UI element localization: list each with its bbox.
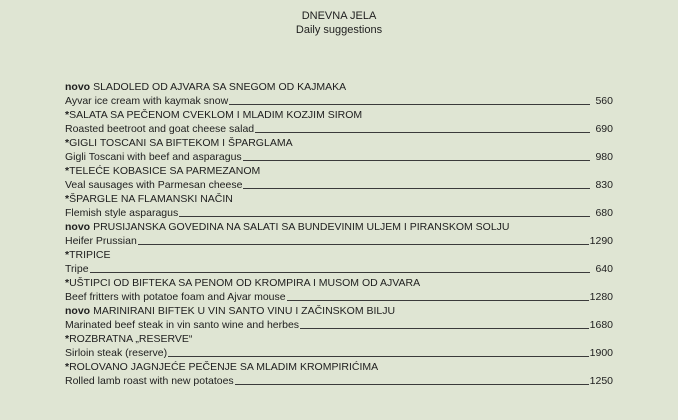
new-badge: novo [65,81,91,93]
dish-english-name: Heifer Prussian [65,235,137,247]
dish-name: PRUSIJANSKA GOVEDINA NA SALATI SA BUNDEVINIM ULJEM I PIRANSKOM SOLJU [93,221,510,233]
dish-english-name: Beef fritters with potatoe foam and Ajvar mouse [65,291,286,303]
dish-title-row [65,332,613,346]
leader-line [300,328,589,329]
dish-title-row [65,248,613,262]
menu-item [65,332,613,360]
dish-name: SALATA SA PEČENOM CVEKLOM I MLADIM KOZJIM SIROM [69,109,363,121]
dish-price: 830 [595,179,613,191]
dish-name: ROZBRATNA „RESERVE“ [69,333,193,345]
dish-english-name: Flemish style asparagus [65,207,179,219]
leader-line [235,384,589,385]
dish-detail-row [65,374,613,388]
dish-name: ŠPARGLE NA FLAMANSKI NAČIN [69,193,233,205]
dish-english-name: Sirloin steak (reserve) [65,347,168,359]
star-marker: * [65,361,70,373]
dish-name: TELEĆE KOBASICE SA PARMEZANOM [69,165,261,177]
dish-english-name: Rolled lamb roast with new potatoes [65,375,234,387]
dish-title-row [65,108,613,122]
star-marker: * [65,277,70,289]
star-marker: * [65,193,70,205]
leader-line [90,272,590,273]
dish-detail-row [65,318,613,332]
dish-detail-row [65,346,613,360]
dish-detail-row [65,94,613,108]
dish-title-row [65,192,613,206]
dish-name: SLADOLED OD AJVARA SA SNEGOM OD KAJMAKA [93,81,347,93]
menu-item [65,304,613,332]
menu-item [65,80,613,108]
menu-list [65,80,613,388]
dish-title-row [65,136,613,150]
star-marker: * [65,137,70,149]
leader-line [138,244,589,245]
menu-item [65,220,613,248]
menu-item [65,360,613,388]
menu-title: DNEVNA JELA [301,10,377,22]
menu-item [65,248,613,276]
dish-name: MARINIRANI BIFTEK U VIN SANTO VINU I ZAČINSKOM BILJU [93,305,396,317]
menu-subtitle: Daily suggestions [295,24,383,36]
leader-line [229,104,590,105]
dish-name: GIGLI TOSCANI SA BIFTEKOM I ŠPARGLAMA [69,137,293,149]
star-marker: * [65,165,70,177]
dish-price: 980 [595,151,613,163]
dish-title-row [65,276,613,290]
dish-english-name: Roasted beetroot and goat cheese salad [65,123,255,135]
new-badge: novo [65,305,91,317]
dish-detail-row [65,178,613,192]
leader-line [179,216,590,217]
leader-line [243,160,590,161]
dish-price: 640 [595,263,613,275]
menu-header [0,9,678,37]
dish-price: 1290 [589,235,613,247]
dish-title-row [65,80,613,94]
dish-english-name: Tripe [65,263,89,275]
star-marker: * [65,109,70,121]
dish-name: UŠTIPCI OD BIFTEKA SA PENOM OD KROMPIRA I MUSOM OD AJVARA [69,277,421,289]
dish-detail-row [65,262,613,276]
new-badge: novo [65,221,91,233]
menu-item [65,136,613,164]
leader-line [243,188,590,189]
dish-title-row [65,164,613,178]
dish-title-row [65,360,613,374]
leader-line [168,356,589,357]
dish-detail-row [65,290,613,304]
dish-price: 560 [595,95,613,107]
dish-english-name: Veal sausages with Parmesan cheese [65,179,243,191]
dish-english-name: Marinated beef steak in vin santo wine and herbes [65,319,300,331]
dish-name: TRIPICE [69,249,111,261]
dish-title-row [65,220,613,234]
dish-english-name: Gigli Toscani with beef and asparagus [65,151,242,163]
dish-english-name: Ayvar ice cream with kaymak snow [65,95,229,107]
dish-detail-row [65,122,613,136]
dish-price: 1680 [589,319,613,331]
dish-price: 1250 [589,375,613,387]
dish-price: 690 [595,123,613,135]
menu-item [65,276,613,304]
star-marker: * [65,249,70,261]
dish-title-row [65,304,613,318]
dish-name: ROLOVANO JAGNJEĆE PEČENJE SA MLADIM KROMPIRIĆIMA [69,361,379,373]
dish-detail-row [65,206,613,220]
leader-line [255,132,590,133]
leader-line [287,300,589,301]
menu-item [65,164,613,192]
dish-price: 1900 [589,347,613,359]
menu-item [65,192,613,220]
star-marker: * [65,333,70,345]
dish-detail-row [65,150,613,164]
dish-detail-row [65,234,613,248]
menu-item [65,108,613,136]
dish-price: 680 [595,207,613,219]
dish-price: 1280 [589,291,613,303]
